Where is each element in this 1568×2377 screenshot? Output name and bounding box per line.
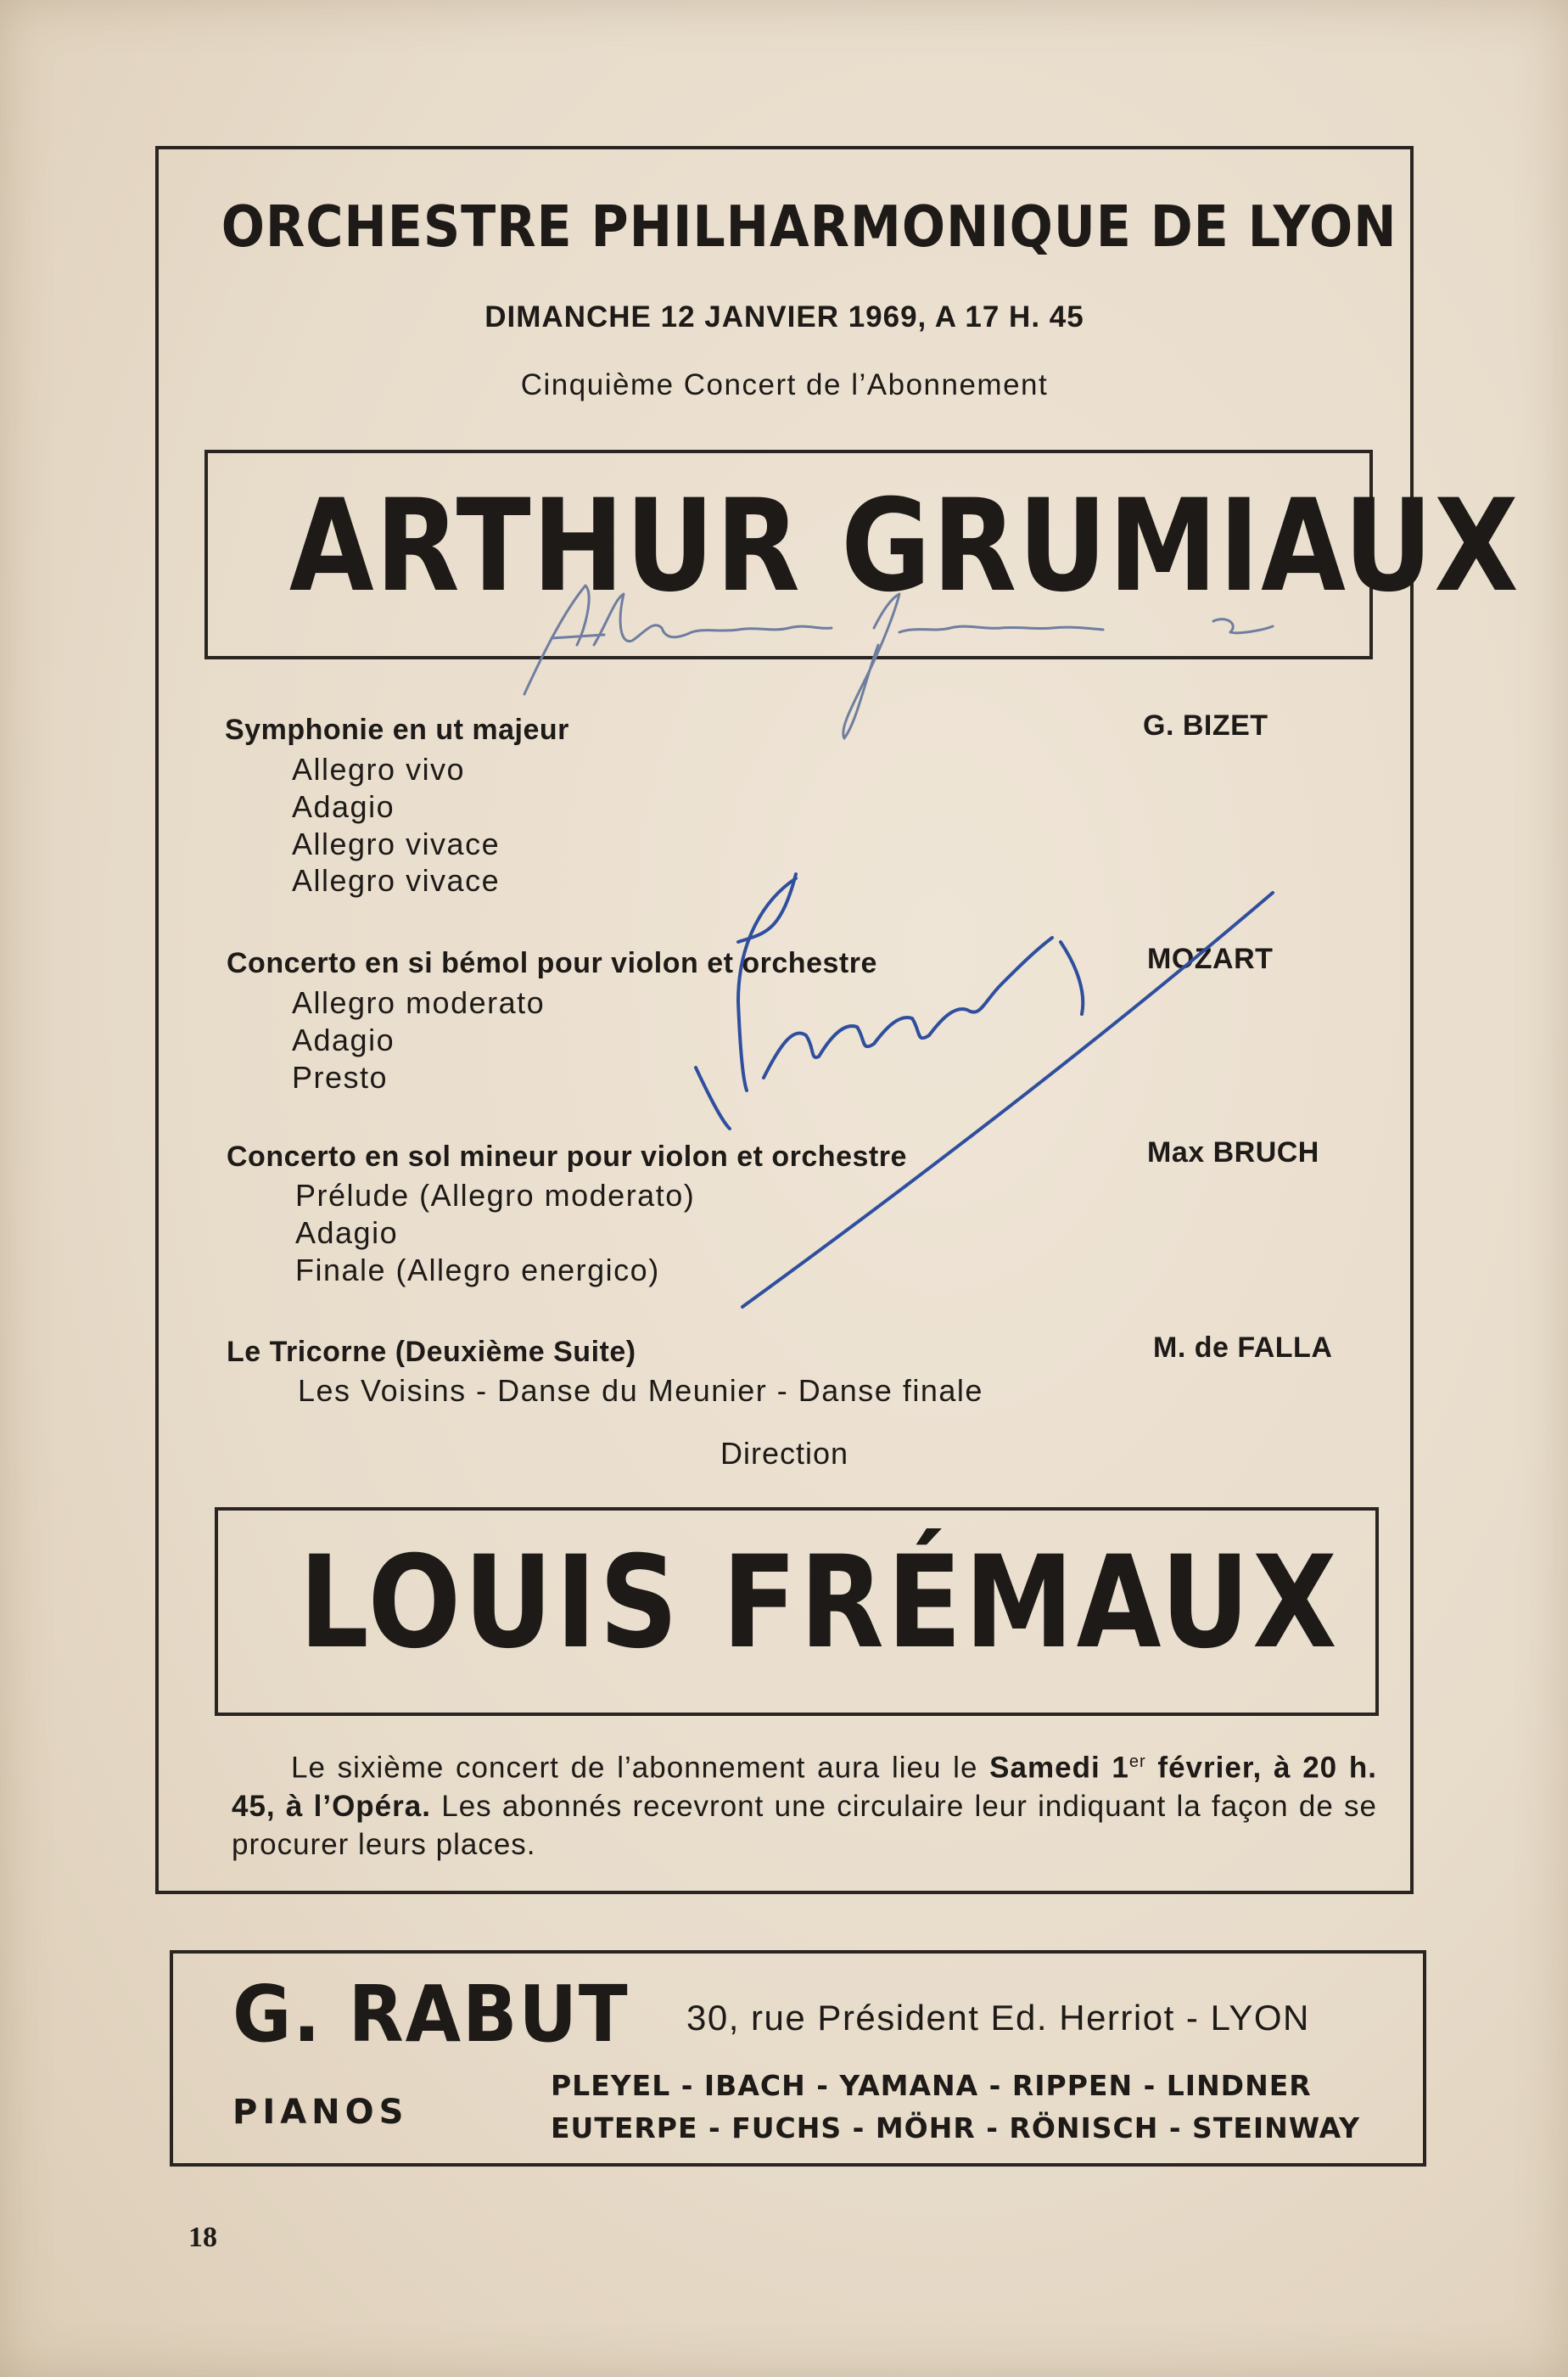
movement: Prélude (Allegro moderato) — [295, 1178, 696, 1213]
movement: Presto — [292, 1060, 389, 1095]
work-composer: G. BIZET — [1143, 709, 1268, 742]
work-composer: M. de FALLA — [1153, 1331, 1333, 1364]
notice-text-end: Les abonnés recevront une circulaire leur indiquant la façon de se procurer leurs places. — [232, 1789, 1378, 1861]
conductor-box — [215, 1507, 1379, 1716]
movement: Allegro vivace — [292, 827, 501, 861]
notice-date-venue: février, à 20 h. 45, à l’Opéra. — [232, 1751, 1377, 1823]
notice-superscript: er — [1128, 1752, 1146, 1771]
ad-business-name: G. RABUT — [232, 1969, 630, 2060]
ad-brands-line-2: EUTERPE - FUCHS - MÖHR - RÖNISCH - STEINWAY — [551, 2111, 1360, 2144]
movement: Adagio — [292, 789, 395, 824]
work-composer: Max BRUCH — [1147, 1136, 1319, 1169]
orchestra-title: ORCHESTRE PHILHARMONIQUE DE LYON — [221, 193, 1397, 260]
movement: Les Voisins - Danse du Meunier - Danse finale — [298, 1373, 983, 1408]
program-frame — [155, 146, 1520, 1894]
ad-address: 30, rue Président Ed. Herriot - LYON — [686, 1998, 1310, 2038]
ad-brands-line-1: PLEYEL - IBACH - YAMANA - RIPPEN - LINDNER — [551, 2069, 1312, 2102]
work-title: Le Tricorne (Deuxième Suite) — [227, 1336, 636, 1368]
conductor-name: LOUIS FRÉMAUX — [299, 1529, 1341, 1677]
movement: Allegro moderato — [292, 985, 546, 1020]
next-concert-notice — [232, 1743, 1377, 1864]
work-title: Concerto en si bémol pour violon et orchestre — [227, 947, 877, 979]
work-title: Concerto en sol mineur pour violon et orchestre — [227, 1141, 907, 1173]
concert-subtitle: Cinquième Concert de l’Abonnement — [520, 368, 1049, 401]
notice-text: Le sixième concert de l’abonnement aura lieu le — [291, 1751, 990, 1785]
movement: Allegro vivo — [292, 752, 466, 787]
concert-date: DIMANCHE 12 JANVIER 1969, A 17 H. 45 — [484, 300, 1084, 334]
work-title: Symphonie en ut majeur — [225, 714, 569, 746]
advertisement-frame — [170, 1950, 1426, 2167]
movement: Allegro vivace — [292, 863, 501, 898]
soloist-name: ARTHUR GRUMIAUX — [288, 473, 1520, 620]
movement: Adagio — [292, 1023, 395, 1057]
movement: Adagio — [295, 1215, 399, 1250]
notice-date: Samedi 1 — [989, 1751, 1129, 1785]
direction-label: Direction — [720, 1436, 849, 1471]
soloist-box — [204, 450, 1520, 659]
ad-category: PIANOS — [232, 2093, 409, 2132]
page-number: 18 — [188, 2222, 217, 2253]
movement: Finale (Allegro energico) — [295, 1253, 660, 1287]
work-composer: MOZART — [1147, 943, 1274, 975]
